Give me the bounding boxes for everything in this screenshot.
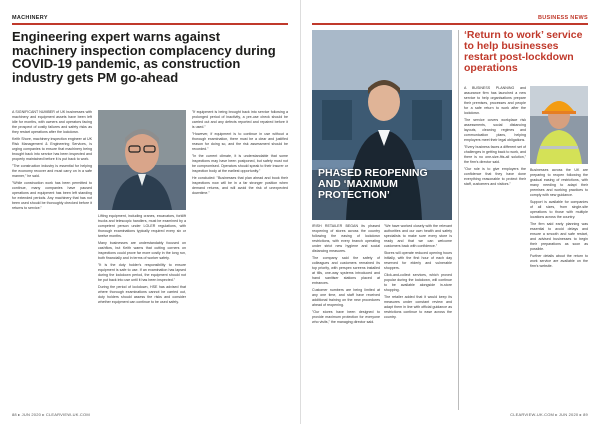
paragraph: The firm said early planning was essential to avoid delays and ensure a smooth and safe restart, and advised businesses to begin their preparations as soon as possible. <box>530 222 588 251</box>
article-column-1 <box>12 110 92 410</box>
paragraph: A SIGNIFICANT NUMBER of UK businesses with machinery and equipment assets have been left idle for months, with owners and operators facing the prospect of costly failures and safety risks as they restart operations after the lockdown. <box>12 110 92 134</box>
paragraph: "Our stores have been designed to provide maximum protection for everyone who visits," the managing director said. <box>312 310 380 324</box>
section-tag-business-news: BUSINESS NEWS <box>537 15 588 21</box>
paragraph: Stores will operate reduced opening hours initially, with the first hour of each day reserved for elderly and vulnerable shoppers. <box>384 251 452 270</box>
article-column-2 <box>384 224 452 410</box>
article-column-4 <box>530 168 588 410</box>
column-divider <box>458 30 459 410</box>
paragraph: The company said the safety of colleagues and customers remained its top priority, with perspex screens installed at tills, one-way systems introduced and hand sanitiser stations placed at entrances. <box>312 256 380 285</box>
paragraph: Click-and-collect services, which proved popular during the lockdown, will continue to be available alongside in-store shopping. <box>384 273 452 292</box>
paragraph: "Every business faces a different set of challenges in getting back to work, and there is no one-size-fits-all solution," the firm's director said. <box>464 145 526 164</box>
paragraph: Customer numbers are being limited at any one time, and staff have received additional training on the new procedures ahead of reopening. <box>312 288 380 307</box>
paragraph: Support is available for companies of all sizes, from single-site operations to those with multiple locations across the country. <box>530 200 588 219</box>
photo-strapline: PHASED REOPENING AND ‘MAXIMUM PROTECTION’ <box>318 167 428 201</box>
paragraph: "In the current climate, it is understandable that some inspections may have been postponed, but safety must not be compromised. Operators should speak to their insurer or inspection body at the earliest opportunity." <box>192 154 288 173</box>
paragraph: He concluded: "Businesses that plan ahead and book their inspections now will be in a far stronger position when demand returns, and will avoid the risk of unexpected downtime." <box>192 176 288 195</box>
paragraph: The service covers workplace risk assessments, social distancing layouts, cleaning regimes and communication plans, helping employers meet their legal obligations. <box>464 118 526 142</box>
page-footer-left: 88 ▸ JUN 2020 ▸ CLEARVIEW-UK.COM <box>12 412 90 417</box>
paragraph: Further details about the return to work service are available on the firm's website. <box>530 254 588 268</box>
paragraph: "Our role is to give employers the confidence that they have done everything reasonable to protect their staff, customers and visitors." <box>464 167 526 186</box>
gutter <box>300 0 301 424</box>
paragraph: Many businesses are understandably focused on cashflow, but Keith warns that cutting corners on inspections could prove far more costly in the long run, both financially and in terms of worker safety. <box>98 241 186 260</box>
article-column-1 <box>312 224 380 410</box>
article-column-2 <box>98 214 186 410</box>
paragraph: "If equipment is being brought back into service following a prolonged period of inactivity, a pre-use check should be carried out and any defects reported and repaired before it is used." <box>192 110 288 129</box>
portrait-photo <box>98 110 186 210</box>
paragraph: "However, if equipment is to continue in use without a thorough examination, there must be a clear and justified reason for doing so, and the risk assessment should be recorded." <box>192 132 288 151</box>
worker-illustration <box>530 86 588 164</box>
paragraph: "While construction work has been permitted to continue, many companies have paused operations and equipment has been left standing for extended periods. Any machinery that has not been used should be thoroughly checked before it returns to service." <box>12 181 92 210</box>
article-headline: ‘Return to work’ service to help businesses restart post-lockdown operations <box>464 29 583 74</box>
paragraph: "The construction industry is essential for helping the economy recover and must carry on in a safe manner," he said. <box>12 164 92 178</box>
portrait-illustration <box>98 110 186 210</box>
paragraph: "We have worked closely with the relevant authorities and our own health and safety specialists to make sure every store is ready and that we can welcome customers back with confidence." <box>384 224 452 248</box>
section-tag-machinery: MACHINERY <box>12 15 48 21</box>
paragraph: IRISH RETAILER BEGAN its phased reopening of stores across the country following the easing of lockdown restrictions, with every branch operating under strict new hygiene and social distancing measures. <box>312 224 380 253</box>
article-column-3 <box>192 110 288 410</box>
article-column-3 <box>464 86 526 410</box>
right-page <box>300 0 600 424</box>
section-rule <box>312 23 588 25</box>
worker-photo <box>530 86 588 164</box>
paragraph: Businesses across the UK are preparing to reopen following the gradual easing of restrictions, with many needing to adapt their premises and working practices to comply with new guidance. <box>530 168 588 197</box>
paragraph: The retailer added that it would keep its measures under constant review and adapt them in line with official guidance as restrictions continue to ease across the country. <box>384 295 452 319</box>
section-rule <box>12 23 288 25</box>
paragraph: A BUSINESS PLANNING and assurance firm has launched a new service to help organisations prepare their premises, processes and people for a safe return to work after the lockdown. <box>464 86 526 115</box>
paragraph: "It is the duty holder's responsibility to ensure equipment is safe to use. If an examination has lapsed during the lockdown period, the equipment should not be put back into use until it has been inspected." <box>98 263 186 282</box>
paragraph: Lifting equipment, including cranes, excavators, forklift trucks and telescopic handlers, must be examined by a competent person under LOLER regulations, with thorough examinations typically required every six or twelve months. <box>98 214 186 238</box>
article-headline: Engineering expert warns against machinery inspection complacency during COVID-19 pandemic, as construction industry gets PM go-ahead <box>12 29 276 85</box>
paragraph: During the period of lockdown, HSE has advised that where thorough examinations cannot be carried out, duty holders should assess the risks and consider whether equipment can continue to be used safely. <box>98 285 186 304</box>
store-photo <box>312 30 452 220</box>
page-footer-right: CLEARVIEW-UK.COM ▸ JUN 2020 ▸ 89 <box>510 412 588 417</box>
paragraph: Keith Shore, machinery inspection engineer at UK Risk Management & Engineering Services, is urging companies to ensure that machinery being brought back into service has been inspected and properly maintained before it is put back to work. <box>12 137 92 161</box>
